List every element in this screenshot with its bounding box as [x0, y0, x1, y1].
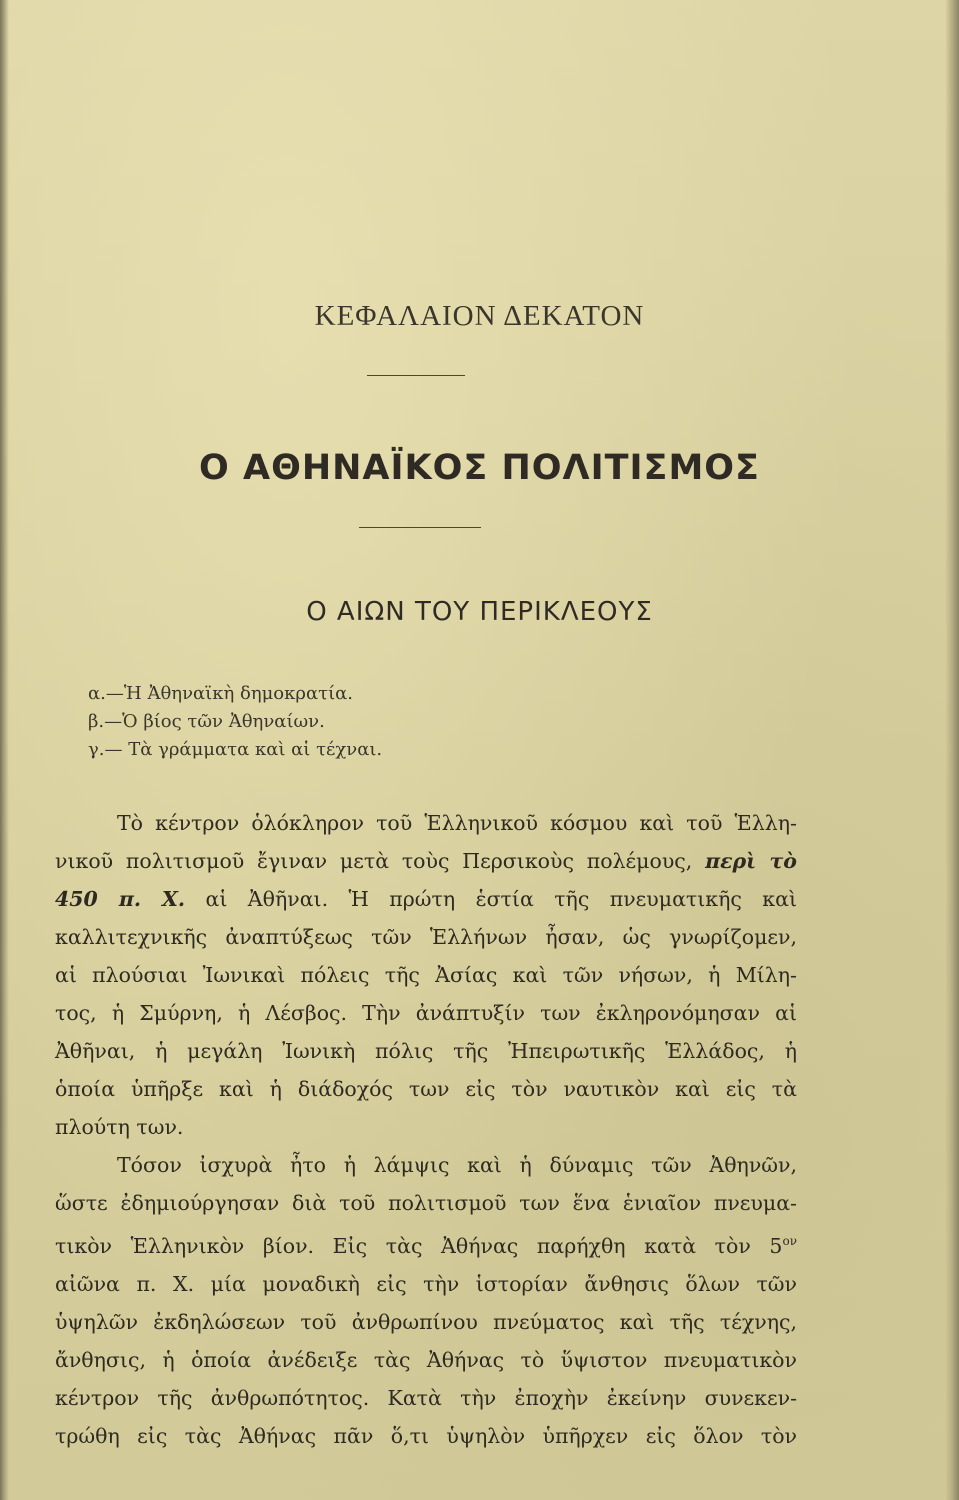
contents-item: β.—Ὁ βίος τῶν Ἀθηναίων.: [88, 711, 325, 732]
section-title: Ο ΑΙΩΝ ΤΟΥ ΠΕΡΙΚΛΕΟΥΣ: [306, 597, 653, 627]
paragraph-line: αἱ πλούσιαι Ἰωνικαὶ πόλεις τῆς Ἀσίας καὶ τῶν νήσων, ἡ Μίλη-: [55, 963, 797, 987]
contents-item: α.—Ἡ Ἀθηναϊκὴ δημοκρατία.: [88, 683, 354, 704]
emphasized-date-text: 450 π. Χ.: [55, 887, 186, 911]
contents-item: γ.— Τὰ γράμματα καὶ αἱ τέχναι.: [88, 739, 383, 760]
body-text: [55, 804, 797, 1455]
paragraph-line: ὑψηλῶν ἐκδηλώσεων τοῦ ἀνθρωπίνου πνεύματος καὶ τῆς τέχνης,: [55, 1309, 797, 1334]
paragraph-line: [55, 1222, 797, 1265]
paragraph-line: ἄνθησις, ἡ ὁποία ἀνέδειξε τὰς Ἀθήνας τὸ ὕψιστον πνευματικὸν: [55, 1347, 797, 1372]
paragraph-line: [55, 880, 797, 918]
emphasized-date-text: περὶ τὸ: [705, 849, 797, 873]
chapter-label: ΚΕΦΑΛΑΙΟΝ ΔΕΚΑΤΟΝ: [314, 300, 645, 332]
paragraph-line: αἰῶνα π. Χ. μία μοναδικὴ εἰς τὴν ἱστορίαν ἄνθησις ὅλων τῶν: [55, 1271, 797, 1296]
paragraph-line: καλλιτεχνικῆς ἀναπτύξεως τῶν Ἑλλήνων ἦσαν, ὡς γνωρίζομεν,: [55, 925, 797, 949]
ordinal-superscript: ον: [782, 1234, 797, 1248]
line-text: αἱ Ἀθῆναι. Ἡ πρώτη ἑστία τῆς πνευματικῆς καὶ: [205, 887, 797, 911]
paragraph-line: [55, 842, 797, 880]
paragraph-line: Ἀθῆναι, ἡ μεγάλη Ἰωνικὴ πόλις τῆς Ἠπειρωτικῆς Ἑλλάδος, ἡ: [55, 1039, 797, 1063]
paragraph-line: Τὸ κέντρον ὁλόκληρον τοῦ Ἑλληνικοῦ κόσμου καὶ τοῦ Ἑλλη-: [117, 811, 797, 835]
page-left-edge: [0, 0, 9, 1500]
divider-rule: [367, 375, 465, 376]
paragraph-line: κέντρον τῆς ἀνθρωπότητος. Κατὰ τὴν ἐποχὴν ἐκείνην συνεκεν-: [55, 1385, 797, 1410]
paragraph-line: Τόσον ἰσχυρὰ ἦτο ἡ λάμψις καὶ ἡ δύναμις τῶν Ἀθηνῶν,: [117, 1153, 797, 1177]
chapter-title: Ο ΑΘΗΝΑΪΚΟΣ ΠΟΛΙΤΙΣΜΟΣ: [199, 448, 760, 488]
divider-rule: [359, 527, 481, 528]
paragraph-line: τος, ἡ Σμύρνη, ἡ Λέσβος. Τὴν ἀνάπτυξίν των ἐκληρονόμησαν αἱ: [55, 1001, 797, 1025]
line-text: νικοῦ πολιτισμοῦ ἔγιναν μετὰ τοὺς Περσικοὺς πολέμους,: [55, 849, 693, 873]
section-contents-list: [88, 680, 382, 764]
paragraph-line: πλούτη των.: [55, 1115, 184, 1139]
paragraph-line: ὥστε ἐδημιούργησαν διὰ τοῦ πολιτισμοῦ των ἕνα ἑνιαῖον πνευμα-: [55, 1191, 797, 1215]
line-text: τικὸν Ἑλληνικὸν βίον. Εἰς τὰς Ἀθήνας παρήχθη κατὰ τὸν 5: [55, 1233, 783, 1258]
page-right-edge: [945, 0, 959, 1500]
paragraph-line: ὁποία ὑπῆρξε καὶ ἡ διάδοχός των εἰς τὸν ναυτικὸν καὶ εἰς τὰ: [55, 1077, 797, 1101]
paragraph-line: τρώθη εἰς τὰς Ἀθήνας πᾶν ὅ,τι ὑψηλὸν ὑπῆρχεν εἰς ὅλον τὸν: [55, 1423, 797, 1448]
